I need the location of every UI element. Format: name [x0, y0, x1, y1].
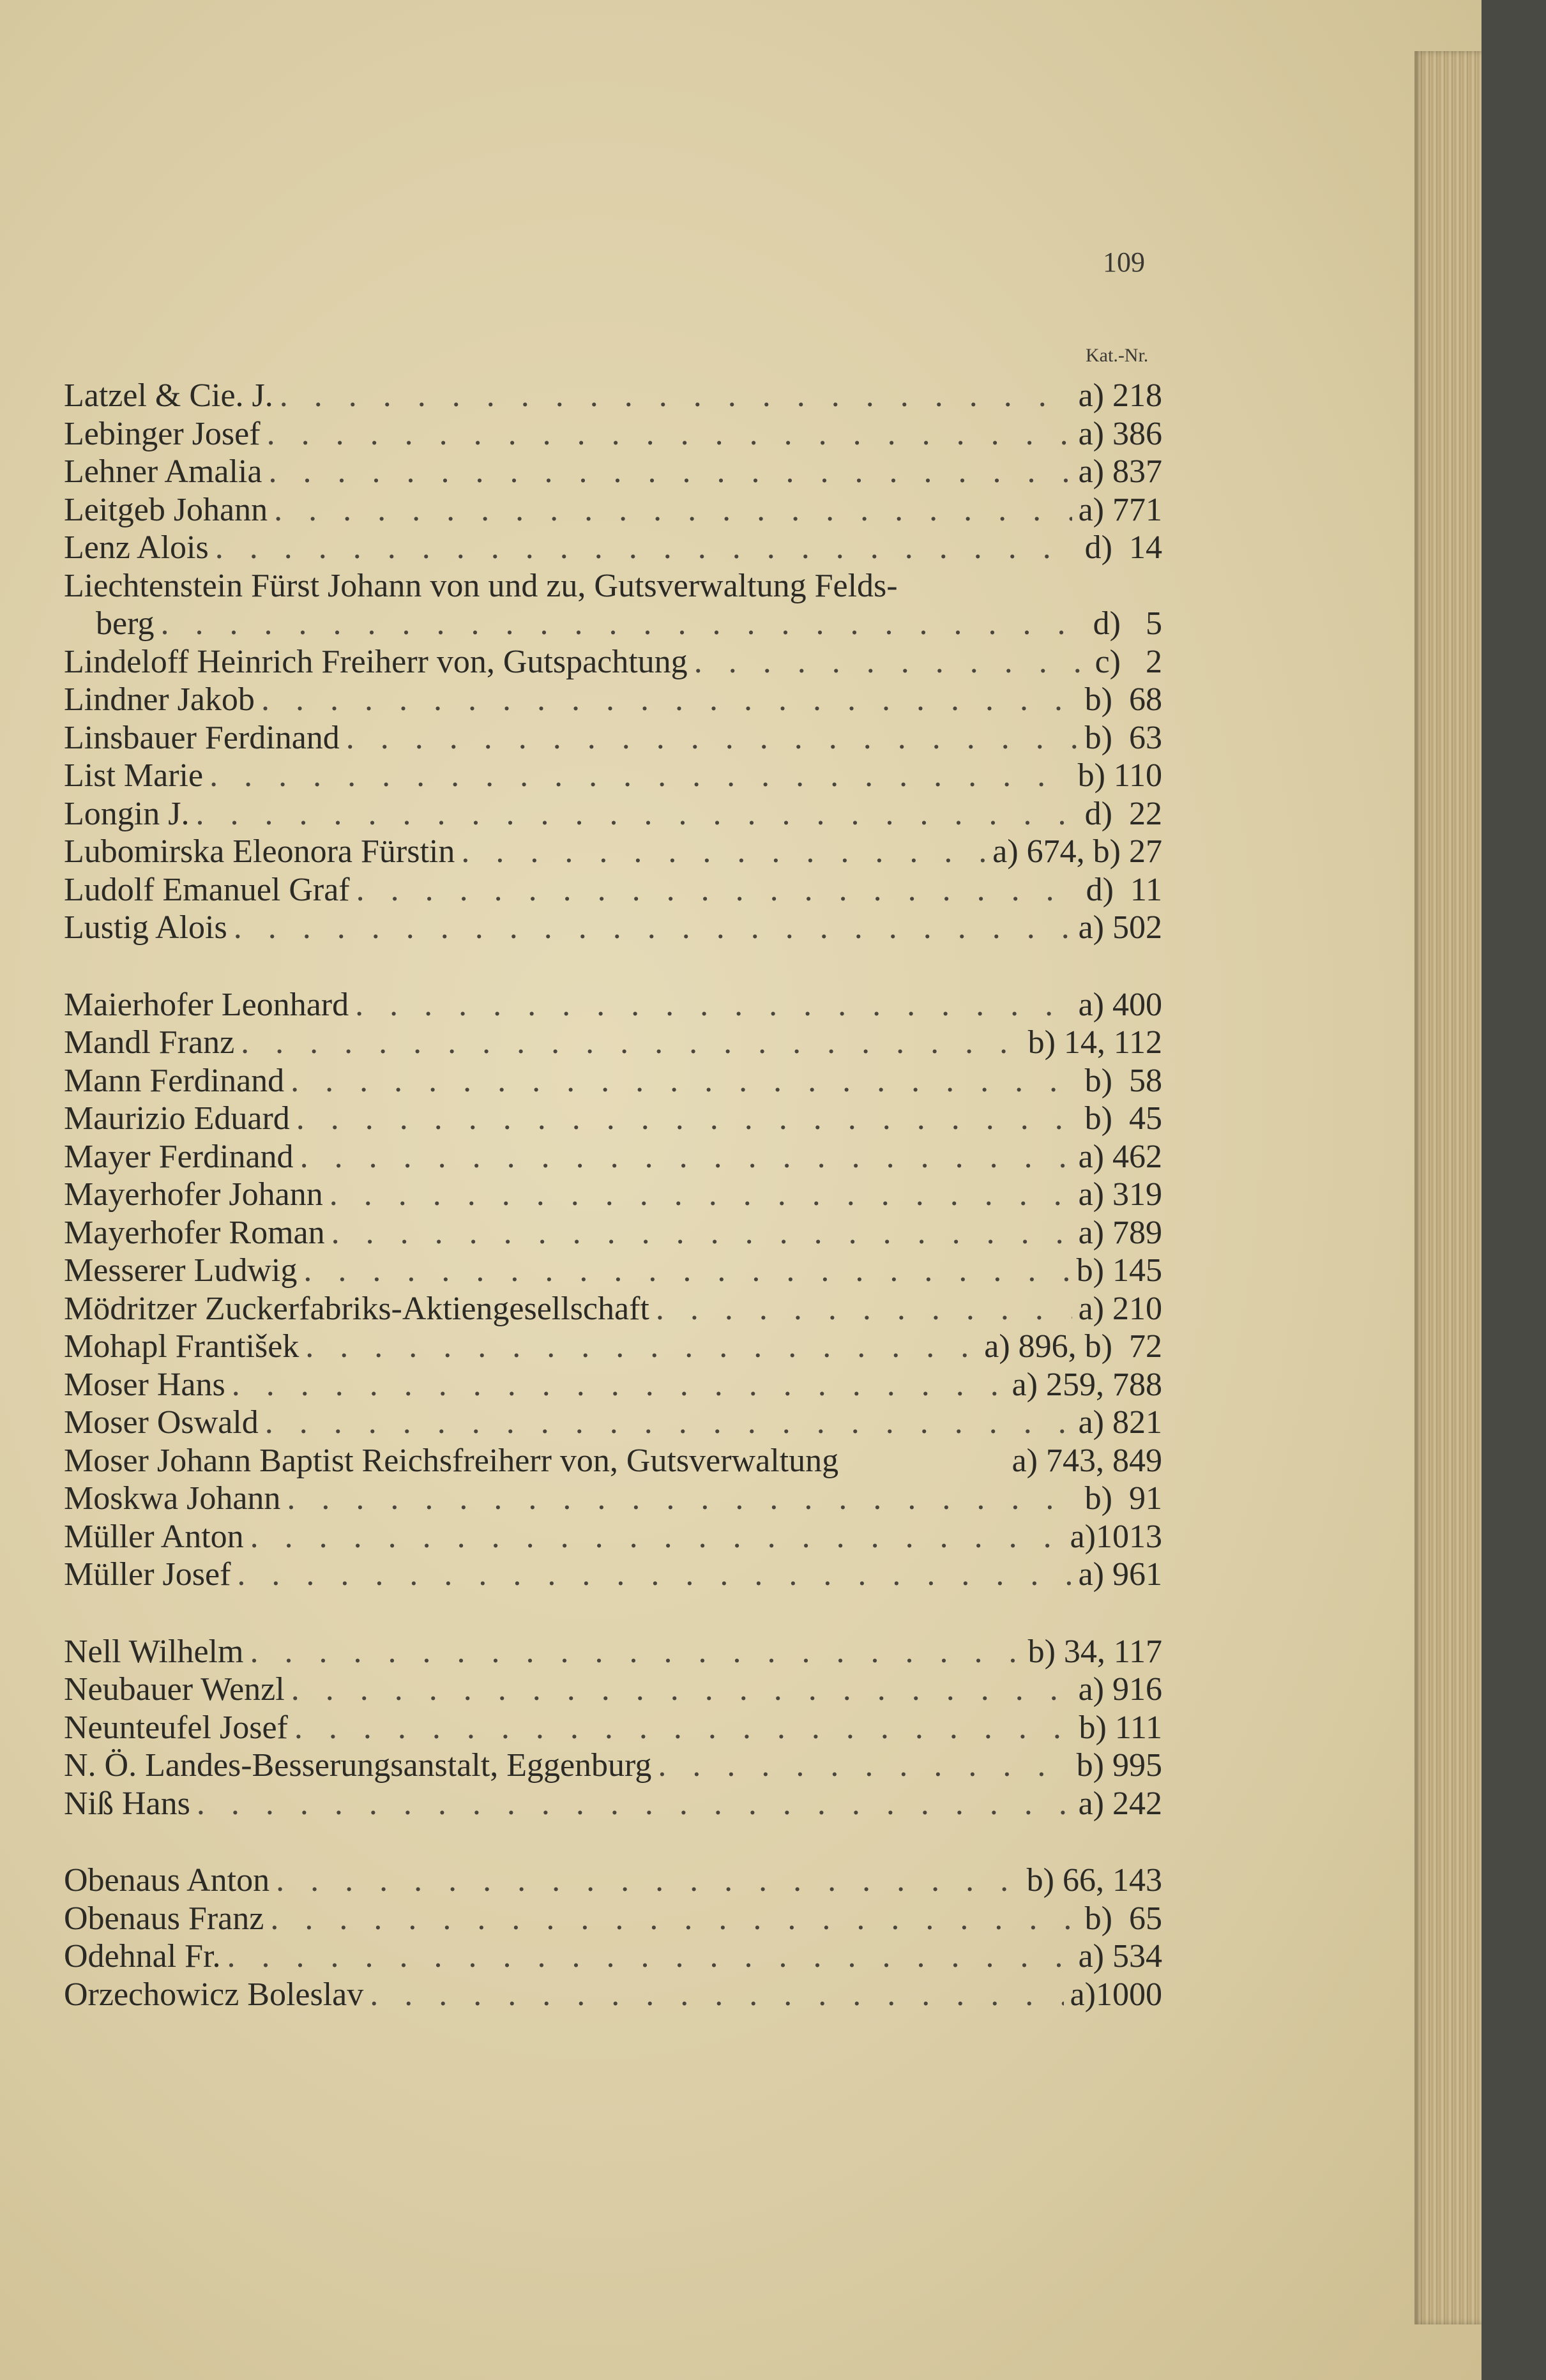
entry-name: Moser Oswald: [64, 1404, 259, 1441]
index-entry: [64, 1176, 1162, 1214]
index-entry: [64, 1252, 1162, 1290]
leader-dots: [215, 529, 1079, 567]
index-section: [64, 1633, 1162, 1823]
index-entry: [64, 1062, 1162, 1100]
entry-name: Mayerhofer Roman: [64, 1214, 325, 1251]
catalog-number: a) 210: [1078, 1290, 1162, 1327]
leader-dots: [370, 1976, 1063, 2014]
entry-name: Mayer Ferdinand: [64, 1138, 294, 1175]
entry-name: Mandl Franz: [64, 1024, 235, 1061]
entry-name: Maierhofer Leonhard: [64, 986, 349, 1023]
entry-name: Lustig Alois: [64, 909, 227, 946]
leader-dots: [330, 1176, 1072, 1214]
index-entry: [64, 1709, 1162, 1747]
entry-name: Lindner Jakob: [64, 681, 255, 718]
index-entries: [64, 377, 1162, 2013]
entry-name: Mohapl František: [64, 1328, 299, 1365]
entry-name: Niß Hans: [64, 1785, 190, 1822]
index-entry: [64, 1100, 1162, 1138]
catalog-number: a) 771: [1078, 491, 1162, 528]
index-entry: [64, 833, 1162, 871]
index-entry: [64, 1785, 1162, 1823]
leader-dots: [195, 795, 1078, 833]
column-header: Kat.-Nr.: [1086, 345, 1149, 366]
entry-name: Orzechowicz Boleslav: [64, 1976, 364, 2013]
catalog-number: a) 534: [1078, 1938, 1162, 1974]
entry-name: Maurizio Eduard: [64, 1100, 290, 1137]
catalog-number: d) 11: [1086, 871, 1162, 908]
page-number: 109: [1103, 246, 1145, 278]
catalog-number: a) 400: [1078, 986, 1162, 1023]
catalog-number: d) 5: [1093, 605, 1162, 642]
leader-dots: [274, 491, 1072, 529]
catalog-number: b) 68: [1084, 681, 1162, 718]
index-entry: [64, 986, 1162, 1024]
entry-name: Nell Wilhelm: [64, 1633, 244, 1670]
index-entry: [64, 453, 1162, 491]
leader-dots: [280, 377, 1072, 415]
index-entry: [64, 1937, 1162, 1976]
leader-dots: [232, 1366, 1006, 1404]
page-edge: [1414, 51, 1485, 2324]
entry-name: Lebinger Josef: [64, 415, 261, 452]
leader-dots: [658, 1747, 1070, 1785]
entry-name: Moskwa Johann: [64, 1480, 281, 1517]
catalog-number: b) 995: [1076, 1747, 1162, 1784]
leader-dots: [160, 605, 1086, 643]
catalog-number: a) 259, 788: [1012, 1366, 1162, 1403]
leader-dots: [656, 1290, 1072, 1328]
entry-name: List Marie: [64, 757, 204, 794]
entry-name: berg: [96, 605, 155, 642]
catalog-number: a)1013: [1070, 1518, 1162, 1555]
catalog-number: a) 242: [1078, 1785, 1162, 1822]
index-entry: [64, 1214, 1162, 1252]
index-section: [64, 377, 1162, 947]
entry-name: Lubomirska Eleonora Fürstin: [64, 833, 455, 870]
index-entry: [64, 909, 1162, 947]
index-entry: [64, 1480, 1162, 1518]
index-entry: [64, 1328, 1162, 1366]
entry-name: Neubauer Wenzl: [64, 1671, 285, 1708]
entry-name: Lenz Alois: [64, 529, 209, 566]
catalog-number: d) 14: [1084, 529, 1162, 566]
leader-dots: [287, 1480, 1078, 1518]
section-gap: [64, 1823, 1162, 1861]
entry-name: Müller Anton: [64, 1518, 244, 1555]
index-entry: [64, 1976, 1162, 2014]
leader-dots: [300, 1138, 1072, 1176]
catalog-number: a) 837: [1078, 453, 1162, 490]
leader-dots: [291, 1671, 1072, 1709]
leader-dots: [305, 1328, 978, 1366]
index-entry: [64, 1024, 1162, 1062]
entry-name: Leitgeb Johann: [64, 491, 268, 528]
catalog-number: b) 111: [1079, 1709, 1162, 1746]
entry-name: Obenaus Anton: [64, 1862, 270, 1899]
leader-dots: [241, 1024, 1021, 1062]
entry-name: Linsbauer Ferdinand: [64, 719, 340, 756]
index-entry: [64, 529, 1162, 567]
entry-name: Lindeloff Heinrich Freiherr von, Gutspachtung: [64, 643, 688, 680]
catalog-number: a)1000: [1070, 1976, 1162, 2013]
section-gap: [64, 947, 1162, 986]
leader-dots: [267, 415, 1072, 453]
index-entry: [64, 605, 1162, 643]
catalog-number: a) 674, b) 27: [992, 833, 1162, 870]
entry-name: Moser Johann Baptist Reichsfreiherr von, Gutsverwaltung: [64, 1442, 839, 1479]
leader-dots: [261, 681, 1079, 719]
leader-dots: [461, 833, 986, 871]
leader-dots: [265, 1404, 1072, 1442]
leader-dots: [346, 719, 1079, 757]
catalog-number: b) 14, 112: [1027, 1024, 1162, 1061]
entry-name: N. Ö. Landes-Besserungsanstalt, Eggenburg: [64, 1747, 652, 1784]
catalog-number: b) 145: [1076, 1252, 1162, 1289]
entry-name: Mann Ferdinand: [64, 1062, 285, 1099]
leader-dots: [291, 1062, 1079, 1100]
entry-name: Messerer Ludwig: [64, 1252, 298, 1289]
catalog-number: b) 65: [1084, 1900, 1162, 1937]
index-entry: [64, 1861, 1162, 1900]
catalog-number: b) 45: [1084, 1100, 1162, 1137]
leader-dots: [250, 1518, 1064, 1556]
index-entry: [64, 1671, 1162, 1709]
index-entry: [64, 1747, 1162, 1785]
index-entry: [64, 1366, 1162, 1404]
leader-dots: [331, 1214, 1072, 1252]
index-entry: [64, 1442, 1162, 1480]
entry-name: Latzel & Cie. J.: [64, 377, 273, 414]
index-entry: [64, 1290, 1162, 1328]
catalog-number: a) 789: [1078, 1214, 1162, 1251]
catalog-number: a) 502: [1078, 909, 1162, 946]
index-entry: [64, 1518, 1162, 1556]
index-entry: [64, 567, 1162, 605]
leader-dots: [234, 909, 1072, 947]
index-entry: [64, 1138, 1162, 1176]
index-entry: [64, 491, 1162, 529]
catalog-number: a) 961: [1078, 1556, 1162, 1593]
leader-dots: [276, 1861, 1020, 1900]
catalog-number: b) 110: [1077, 757, 1162, 794]
leader-dots: [209, 757, 1072, 795]
entry-name: Lehner Amalia: [64, 453, 262, 490]
entry-name: Müller Josef: [64, 1556, 231, 1593]
catalog-number: d) 22: [1084, 795, 1162, 832]
background-margin: [1482, 0, 1546, 2380]
index-entry: [64, 377, 1162, 415]
index-entry: [64, 871, 1162, 909]
catalog-number: b) 91: [1084, 1480, 1162, 1517]
leader-dots: [294, 1709, 1073, 1747]
index-entry: [64, 719, 1162, 757]
leader-dots: [227, 1937, 1072, 1976]
index-entry: [64, 1900, 1162, 1938]
catalog-number: a) 218: [1078, 377, 1162, 414]
catalog-number: b) 66, 143: [1026, 1862, 1162, 1899]
entry-name: Neunteufel Josef: [64, 1709, 288, 1746]
index-entry: [64, 795, 1162, 833]
catalog-number: b) 63: [1084, 719, 1162, 756]
index-entry: [64, 757, 1162, 795]
index-entry: [64, 1556, 1162, 1594]
leader-dots: [268, 453, 1072, 491]
index-entry: [64, 1633, 1162, 1671]
index-entry: [64, 415, 1162, 453]
entry-name: Longin J.: [64, 795, 190, 832]
leader-dots: [197, 1785, 1072, 1823]
index-entry: [64, 681, 1162, 719]
catalog-number: b) 58: [1084, 1062, 1162, 1099]
leader-dots: [237, 1556, 1072, 1594]
catalog-number: a) 821: [1078, 1404, 1162, 1441]
entry-name: Obenaus Franz: [64, 1900, 264, 1937]
leader-dots: [250, 1633, 1021, 1671]
catalog-number: a) 386: [1078, 415, 1162, 452]
catalog-number: a) 319: [1078, 1176, 1162, 1213]
index-section: [64, 1861, 1162, 2013]
leader-dots: [355, 986, 1072, 1024]
entry-name: Ludolf Emanuel Graf: [64, 871, 350, 908]
catalog-number: c) 2: [1095, 643, 1162, 680]
index-entry: [64, 643, 1162, 681]
entry-name: Moser Hans: [64, 1366, 225, 1403]
leader-dots: [694, 643, 1089, 681]
section-gap: [64, 1594, 1162, 1633]
index-entry: [64, 1404, 1162, 1442]
entry-name: Mayerhofer Johann: [64, 1176, 323, 1213]
index-section: [64, 986, 1162, 1594]
catalog-number: a) 462: [1078, 1138, 1162, 1175]
leader-dots: [356, 871, 1080, 909]
leader-dots: [270, 1900, 1078, 1938]
leader-dots: [296, 1100, 1079, 1138]
leader-dots: [303, 1252, 1070, 1290]
catalog-number: a) 916: [1078, 1671, 1162, 1708]
catalog-number: a) 743, 849: [1012, 1442, 1162, 1479]
catalog-number: a) 896, b) 72: [984, 1328, 1162, 1365]
entry-name: Liechtenstein Fürst Johann von und zu, Gutsverwaltung Felds-: [64, 567, 898, 604]
entry-name: Odehnal Fr.: [64, 1938, 221, 1974]
catalog-number: b) 34, 117: [1027, 1633, 1162, 1670]
entry-name: Mödritzer Zuckerfabriks-Aktiengesellschaft: [64, 1290, 649, 1327]
